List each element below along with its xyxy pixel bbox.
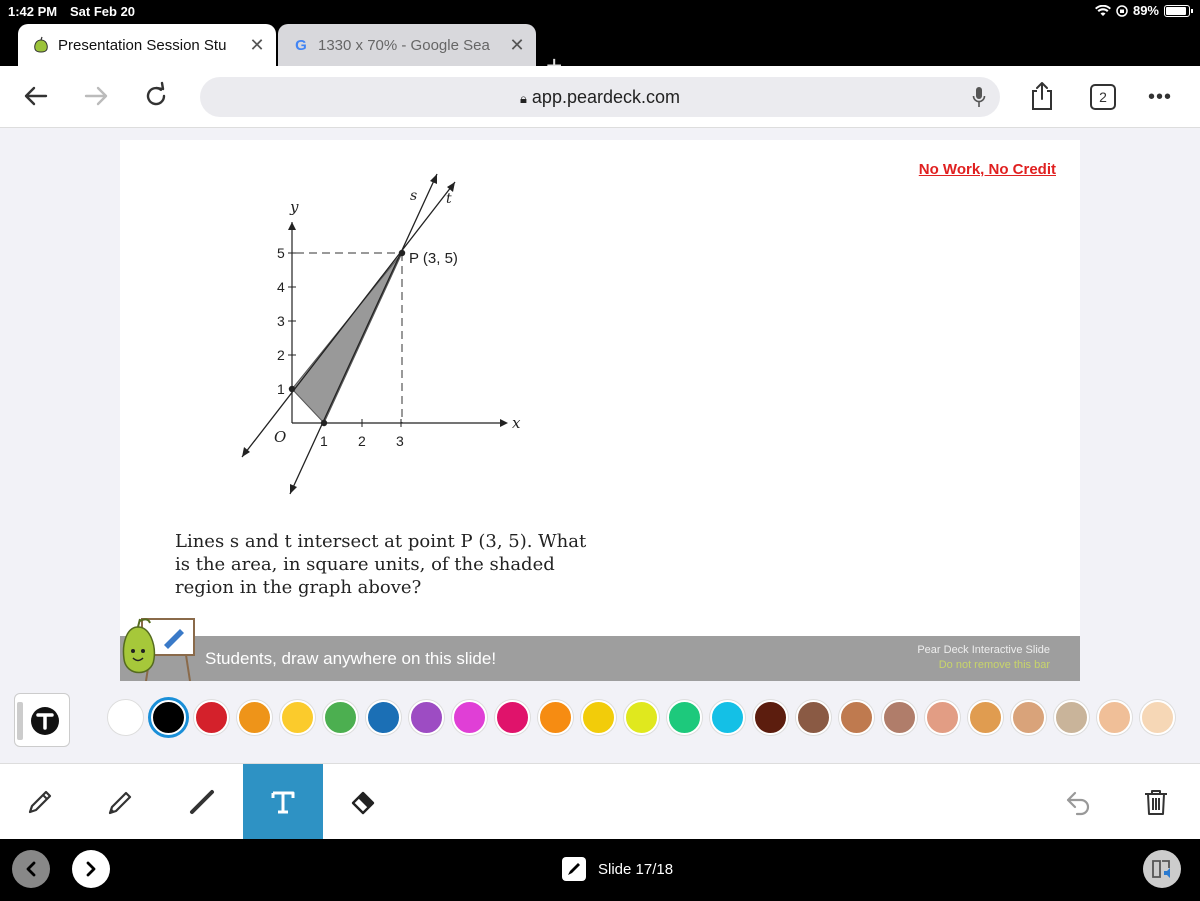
slide-count-label: Slide 17/18 xyxy=(598,860,674,878)
color-swatch[interactable] xyxy=(624,700,659,735)
color-swatch[interactable] xyxy=(108,700,143,735)
tab-title: 1330 x 70% - Google Sea xyxy=(318,36,490,54)
color-swatch[interactable] xyxy=(882,700,917,735)
y-tick-label: 5 xyxy=(277,245,285,261)
origin-label: O xyxy=(274,428,287,446)
color-swatch[interactable] xyxy=(151,700,186,735)
undo-icon xyxy=(1063,787,1093,817)
slide-indicator xyxy=(562,857,673,881)
url-text: app.peardeck.com xyxy=(531,87,681,107)
peardeck-icon xyxy=(32,36,50,54)
y-tick-label: 2 xyxy=(277,347,285,363)
question-line: is the area, in square units, of the shaded xyxy=(175,554,555,575)
text-tool[interactable] xyxy=(243,764,323,840)
interactive-slide-title: Pear Deck Interactive Slide xyxy=(917,644,1050,656)
pear-mascot-icon xyxy=(120,615,198,681)
color-swatch[interactable] xyxy=(710,700,745,735)
slide-navigation-bar xyxy=(0,839,1200,901)
y-tick-label: 1 xyxy=(277,381,285,397)
line-t xyxy=(242,182,455,457)
point-y-intercept xyxy=(289,386,295,392)
pencil-icon xyxy=(25,787,55,817)
pencil-tool[interactable] xyxy=(0,764,80,840)
status-time: 1:42 PM xyxy=(8,4,58,19)
y-tick-label: 4 xyxy=(277,279,285,295)
question-line: Lines s and t intersect at point P (3, 5). What xyxy=(175,531,587,552)
line-s-label: s xyxy=(410,188,418,204)
line-icon xyxy=(187,787,217,817)
point-x-intercept xyxy=(321,420,327,426)
next-slide-button[interactable] xyxy=(72,850,110,888)
color-swatch[interactable] xyxy=(1140,700,1175,735)
text-tool-side-button[interactable] xyxy=(14,693,70,747)
orientation-lock-icon xyxy=(1116,5,1128,17)
chevron-left-icon xyxy=(23,861,39,877)
undo-button[interactable] xyxy=(1038,764,1118,840)
slide[interactable] xyxy=(120,140,1080,681)
battery-percent: 89% xyxy=(1132,3,1159,18)
close-tab-icon[interactable]: ✕ xyxy=(509,34,525,55)
battery-icon xyxy=(1164,5,1190,17)
more-options-icon[interactable]: ••• xyxy=(1148,86,1173,108)
status-bar xyxy=(0,0,1200,24)
color-swatch[interactable] xyxy=(753,700,788,735)
tab-title: Presentation Session Stu xyxy=(58,36,227,54)
x-tick-label: 3 xyxy=(396,433,404,449)
share-icon[interactable] xyxy=(1028,80,1056,112)
do-not-remove-label: Do not remove this bar xyxy=(938,659,1050,671)
forward-arrow-icon[interactable] xyxy=(80,80,112,112)
coordinate-graph xyxy=(230,165,550,500)
y-tick-label: 3 xyxy=(277,313,285,329)
reload-icon[interactable] xyxy=(140,80,172,112)
color-swatch[interactable] xyxy=(280,700,315,735)
line-tool[interactable] xyxy=(162,764,242,840)
address-bar[interactable] xyxy=(200,77,1000,117)
previous-slide-button[interactable] xyxy=(12,850,50,888)
color-swatch[interactable] xyxy=(538,700,573,735)
color-swatch[interactable] xyxy=(667,700,702,735)
color-swatch[interactable] xyxy=(237,700,272,735)
marker-icon xyxy=(106,787,136,817)
color-palette xyxy=(108,698,1175,738)
immersive-reader-icon xyxy=(1150,858,1174,880)
y-ticks xyxy=(277,245,296,397)
peardeck-interactive-bar xyxy=(120,636,1080,681)
draw-anywhere-label: Students, draw anywhere on this slide! xyxy=(205,649,497,668)
google-icon: G xyxy=(295,36,307,54)
x-tick-label: 1 xyxy=(320,433,328,449)
color-swatch[interactable] xyxy=(968,700,1003,735)
drawing-slide-icon xyxy=(562,857,586,881)
text-tool-icon xyxy=(15,694,71,748)
color-swatch[interactable] xyxy=(194,700,229,735)
y-axis-label: y xyxy=(290,198,299,216)
question-text xyxy=(175,530,595,599)
wifi-icon xyxy=(1095,5,1111,17)
microphone-icon[interactable] xyxy=(972,85,986,109)
tab-count-button[interactable]: 2 xyxy=(1090,84,1116,110)
color-swatch[interactable] xyxy=(452,700,487,735)
close-tab-icon[interactable]: ✕ xyxy=(249,34,265,55)
no-work-no-credit-text: No Work, No Credit xyxy=(918,161,1056,178)
eraser-tool[interactable] xyxy=(324,764,404,840)
eraser-icon xyxy=(349,787,379,817)
point-p xyxy=(399,250,405,256)
text-tool-icon xyxy=(269,788,297,816)
color-swatch[interactable] xyxy=(796,700,831,735)
status-date: Sat Feb 20 xyxy=(70,4,136,19)
marker-tool[interactable] xyxy=(81,764,161,840)
status-right xyxy=(1095,3,1190,18)
question-line: region in the graph above? xyxy=(175,577,422,598)
trash-icon xyxy=(1142,787,1170,817)
drawing-toolbar xyxy=(0,763,1200,839)
color-swatch[interactable] xyxy=(409,700,444,735)
color-swatch[interactable] xyxy=(1097,700,1132,735)
tab-strip xyxy=(0,24,1200,66)
line-t-label: t xyxy=(446,191,452,207)
color-swatch[interactable] xyxy=(839,700,874,735)
back-arrow-icon[interactable] xyxy=(20,80,52,112)
shaded-region xyxy=(292,253,402,423)
color-swatch[interactable] xyxy=(1054,700,1089,735)
tab-presentation[interactable] xyxy=(18,24,276,66)
url-display xyxy=(200,87,1000,108)
color-swatch[interactable] xyxy=(1011,700,1046,735)
immersive-reader-button[interactable] xyxy=(1143,850,1181,888)
chevron-right-icon xyxy=(83,861,99,877)
delete-button[interactable] xyxy=(1116,764,1196,840)
color-swatch[interactable] xyxy=(581,700,616,735)
point-p-label: P (3, 5) xyxy=(409,250,458,267)
color-swatch[interactable] xyxy=(323,700,358,735)
browser-toolbar xyxy=(0,66,1200,128)
x-axis-label: x xyxy=(512,414,521,432)
color-swatch[interactable] xyxy=(925,700,960,735)
color-swatch[interactable] xyxy=(495,700,530,735)
content-area xyxy=(0,128,1200,763)
color-swatch[interactable] xyxy=(366,700,401,735)
lock-icon: 🔒︎ xyxy=(519,91,527,106)
tab-google-search[interactable] xyxy=(278,24,536,66)
x-tick-label: 2 xyxy=(358,433,366,449)
